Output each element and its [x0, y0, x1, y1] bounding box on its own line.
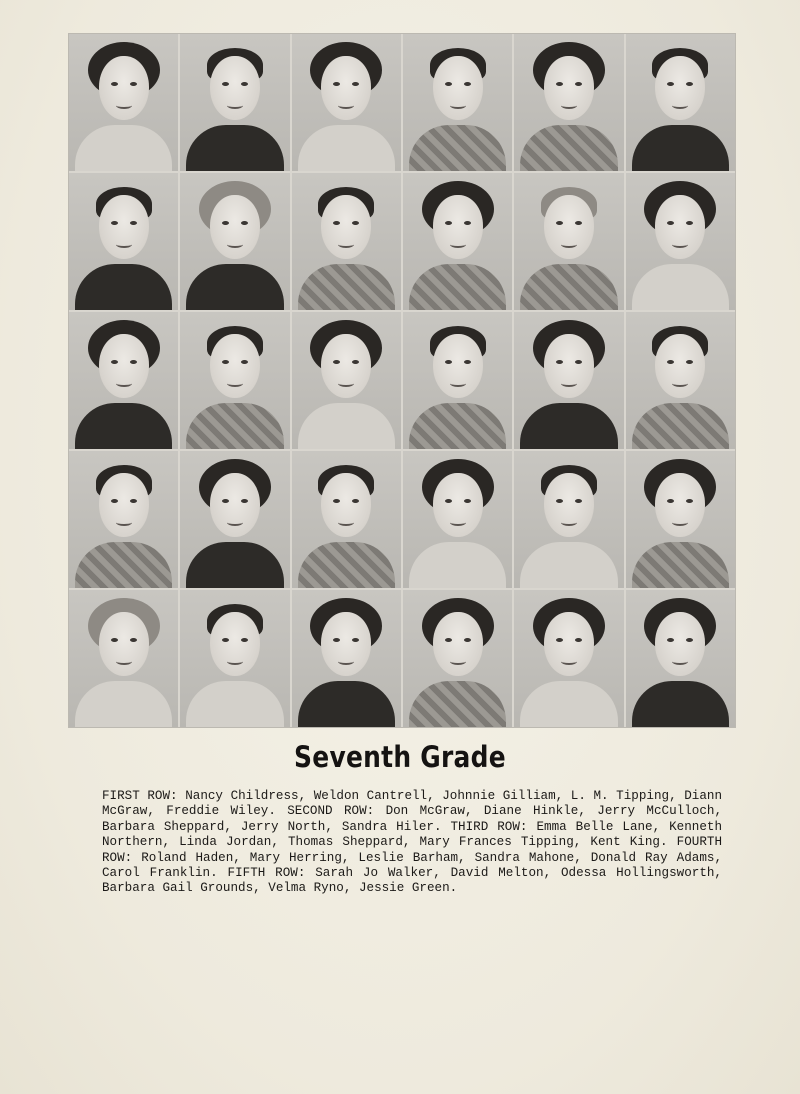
portrait-shirt: [298, 681, 395, 727]
portrait-mouth: [116, 241, 132, 248]
portrait-face: [99, 334, 149, 398]
portrait-mouth: [116, 519, 132, 526]
student-portrait: [626, 173, 735, 310]
caption-row-names: Roland Haden, Mary Herring, Leslie Barham, Sandra Mahone, Donald Ray Adams, Carol Franklin.: [102, 850, 723, 881]
portrait-shirt: [632, 542, 729, 588]
portrait-face: [544, 56, 594, 120]
portrait-shirt: [75, 681, 172, 727]
student-portrait: [626, 590, 735, 727]
portrait-shirt: [520, 681, 617, 727]
portrait-shirt: [75, 125, 172, 171]
portrait-face: [655, 473, 705, 537]
portrait-face: [655, 56, 705, 120]
portrait-face: [321, 334, 371, 398]
student-names-caption: [102, 789, 722, 897]
portrait-mouth: [561, 519, 577, 526]
portrait-shirt: [520, 542, 617, 588]
portrait-mouth: [450, 519, 466, 526]
portrait-shirt: [186, 264, 283, 310]
caption-row-label: FOURTH ROW:: [102, 835, 723, 865]
portrait-face: [433, 195, 483, 259]
student-portrait: [514, 173, 623, 310]
portrait-face: [433, 56, 483, 120]
portrait-mouth: [450, 380, 466, 387]
portrait-mouth: [227, 519, 243, 526]
portrait-face: [321, 473, 371, 537]
caption-row-names: Don McGraw, Diane Hinkle, Jerry McCulloch, Barbara Sheppard, Jerry North, Sandra Hiler.: [102, 804, 723, 834]
portrait-face: [433, 612, 483, 676]
student-portrait: [69, 451, 178, 588]
portrait-shirt: [75, 403, 172, 449]
portrait-face: [433, 334, 483, 398]
student-portrait: [403, 590, 512, 727]
portrait-shirt: [520, 125, 617, 171]
portrait-face: [210, 56, 260, 120]
portrait-shirt: [298, 264, 395, 310]
class-photo-grid: [68, 33, 736, 728]
student-portrait: [403, 34, 512, 171]
portrait-face: [544, 334, 594, 398]
portrait-face: [321, 612, 371, 676]
student-portrait: [403, 451, 512, 588]
portrait-face: [544, 473, 594, 537]
portrait-mouth: [450, 658, 466, 665]
student-portrait: [514, 451, 623, 588]
portrait-mouth: [561, 241, 577, 248]
portrait-mouth: [116, 102, 132, 109]
portrait-shirt: [186, 125, 283, 171]
student-portrait: [292, 34, 401, 171]
caption-row-label: SECOND ROW:: [287, 804, 375, 819]
student-portrait: [180, 312, 289, 449]
student-portrait: [514, 590, 623, 727]
student-portrait: [69, 173, 178, 310]
portrait-face: [655, 195, 705, 259]
student-portrait: [403, 312, 512, 449]
portrait-mouth: [116, 380, 132, 387]
caption-row-label: FIFTH ROW:: [227, 866, 306, 881]
portrait-face: [433, 473, 483, 537]
portrait-mouth: [116, 658, 132, 665]
caption-row-names: Sarah Jo Walker, David Melton, Odessa Hollingsworth, Barbara Gail Grounds, Velma Ryno, Jessie Green.: [102, 866, 722, 896]
portrait-face: [655, 334, 705, 398]
page-heading: Seventh Grade: [294, 740, 506, 774]
portrait-face: [210, 473, 260, 537]
portrait-shirt: [409, 403, 506, 449]
portrait-mouth: [561, 658, 577, 665]
portrait-shirt: [520, 403, 617, 449]
portrait-face: [99, 473, 149, 537]
caption-row-names: Nancy Childress, Weldon Cantrell, Johnnie Gilliam, L. M. Tipping, Diann McGraw, Freddie Wiley.: [102, 789, 723, 819]
caption-row-names: Emma Belle Lane, Kenneth Northern, Linda Jordan, Thomas Sheppard, Mary Frances Tipping, Kent King.: [102, 819, 723, 850]
portrait-mouth: [450, 241, 466, 248]
portrait-shirt: [298, 403, 395, 449]
student-portrait: [69, 590, 178, 727]
student-portrait: [626, 34, 735, 171]
portrait-mouth: [450, 102, 466, 109]
portrait-shirt: [632, 264, 729, 310]
student-portrait: [514, 312, 623, 449]
student-portrait: [180, 173, 289, 310]
student-portrait: [292, 312, 401, 449]
portrait-shirt: [75, 542, 172, 588]
portrait-shirt: [409, 125, 506, 171]
portrait-shirt: [409, 681, 506, 727]
portrait-shirt: [632, 403, 729, 449]
portrait-mouth: [227, 102, 243, 109]
portrait-face: [99, 195, 149, 259]
portrait-shirt: [298, 542, 395, 588]
portrait-shirt: [632, 681, 729, 727]
portrait-face: [210, 334, 260, 398]
portrait-shirt: [186, 542, 283, 588]
portrait-shirt: [409, 264, 506, 310]
portrait-face: [99, 56, 149, 120]
portrait-shirt: [186, 681, 283, 727]
student-portrait: [403, 173, 512, 310]
student-portrait: [180, 451, 289, 588]
portrait-mouth: [561, 380, 577, 387]
portrait-shirt: [409, 542, 506, 588]
portrait-face: [210, 195, 260, 259]
portrait-shirt: [632, 125, 729, 171]
portrait-mouth: [227, 241, 243, 248]
student-portrait: [69, 34, 178, 171]
portrait-mouth: [561, 102, 577, 109]
student-portrait: [180, 590, 289, 727]
student-portrait: [626, 312, 735, 449]
portrait-face: [544, 612, 594, 676]
portrait-face: [321, 195, 371, 259]
portrait-shirt: [298, 125, 395, 171]
student-portrait: [292, 451, 401, 588]
student-portrait: [292, 590, 401, 727]
portrait-face: [321, 56, 371, 120]
portrait-shirt: [186, 403, 283, 449]
portrait-mouth: [227, 658, 243, 665]
portrait-face: [99, 612, 149, 676]
student-portrait: [292, 173, 401, 310]
portrait-mouth: [227, 380, 243, 387]
student-portrait: [514, 34, 623, 171]
student-portrait: [180, 34, 289, 171]
caption-row-label: THIRD ROW:: [450, 819, 528, 834]
caption-row-label: FIRST ROW:: [102, 789, 178, 803]
student-portrait: [626, 451, 735, 588]
portrait-face: [210, 612, 260, 676]
portrait-shirt: [75, 264, 172, 310]
student-portrait: [69, 312, 178, 449]
portrait-face: [544, 195, 594, 259]
portrait-face: [655, 612, 705, 676]
portrait-shirt: [520, 264, 617, 310]
